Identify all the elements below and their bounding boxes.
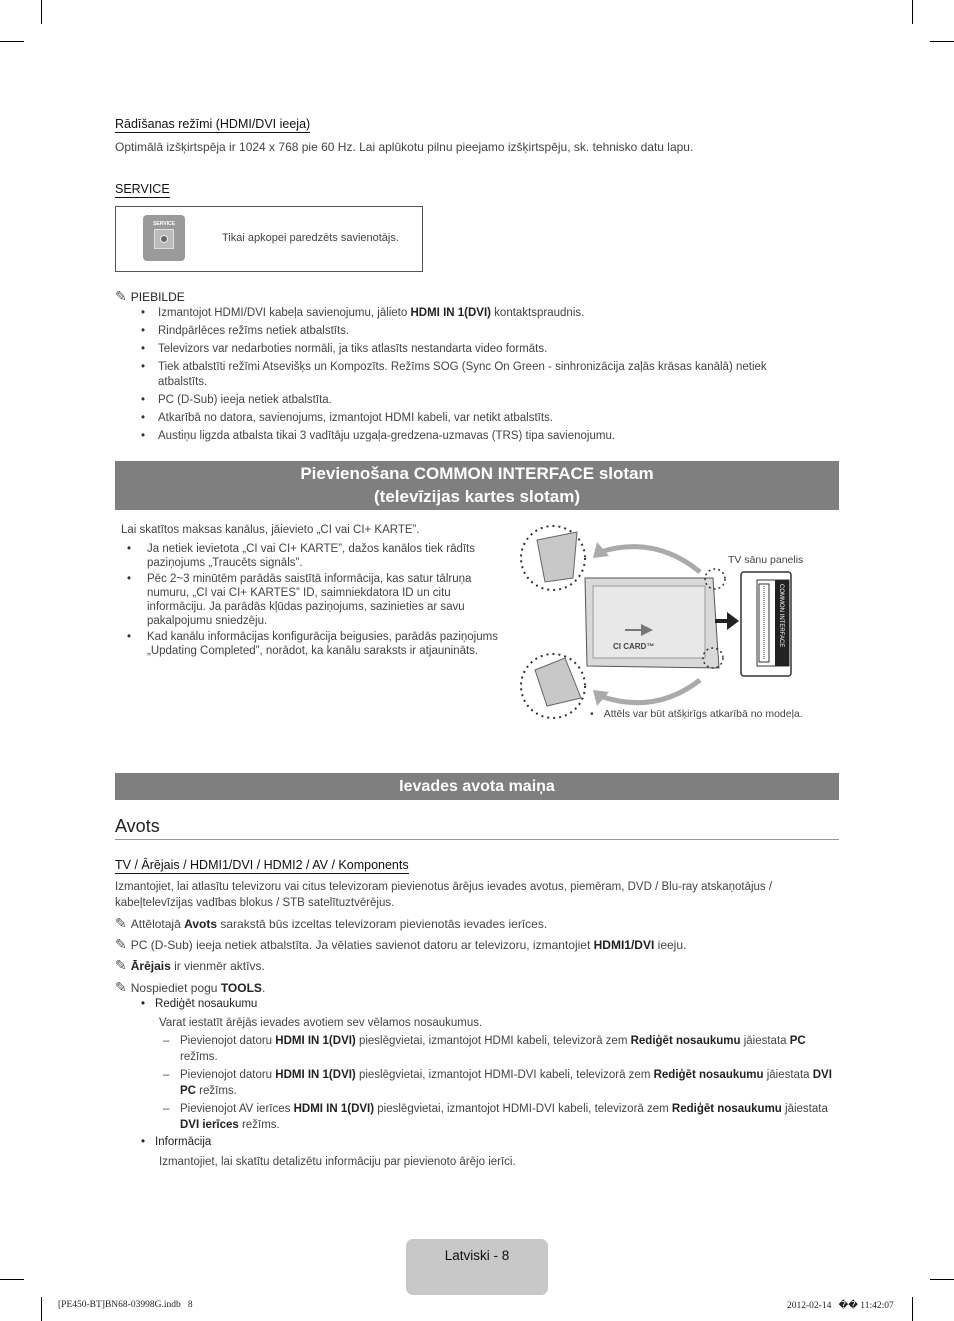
edit-name-list: [115, 1033, 840, 1135]
note-pencil-icon: ✎: [115, 979, 127, 995]
arrow-bottom: [600, 680, 700, 703]
input-note-4: ✎ Nospiediet pogu TOOLS.: [115, 979, 266, 995]
input-note-2: ✎ PC (D-Sub) ieeja netiek atbalstīta. Ja vēlaties savienot datoru ar televizoru, izmantojiet HDMI1/DVI ieeju.: [115, 936, 687, 952]
display-modes-text: Optimālā izšķirtspēja ir 1024 x 768 pie 60 Hz. Lai aplūkotu pilnu pieejamo izšķirtspēju, sk. tehnisko datu lapu.: [115, 140, 694, 154]
ci-card-label: CI CARD™: [613, 642, 655, 651]
edit-name-item: • Rediģēt nosaukumu: [141, 998, 258, 1010]
ci-intro: Lai skatītos maksas kanālus, jāievieto „CI vai CI+ KARTE”.: [121, 524, 420, 536]
ci-bullet-list: [115, 542, 500, 660]
list-item: • PC (D-Sub) ieeja netiek atbalstīta.: [115, 393, 815, 408]
service-port-icon: [143, 215, 185, 261]
note-list: [115, 306, 815, 447]
divider: [115, 839, 839, 840]
list-item: • Televizors var nedarboties normāli, ja tiks atlasīts nestandarta video formāts.: [115, 342, 815, 357]
input-section-header: Ievades avota maiņa: [115, 773, 839, 800]
info-item: • Informācija: [141, 1136, 212, 1148]
display-modes-heading: Rādīšanas režīmi (HDMI/DVI ieeja): [115, 117, 311, 131]
note-pencil-icon: ✎: [115, 936, 127, 952]
crop-mark: [0, 1279, 24, 1280]
crop-mark: [41, 0, 42, 24]
ci-section-header: [115, 461, 839, 510]
service-heading: SERVICE: [115, 182, 170, 196]
input-description: Izmantojiet, lai atlasītu televizoru vai citus televizoram pievienotus ārējus ievades avotus, piemēram, DVD / Blu-ray atskaņotājus / kabeļtelevīzijas vadības blokus / STB satelītuztvērējus.: [115, 881, 773, 909]
service-port-label: SERVICE: [153, 221, 175, 227]
tv-panel-label: TV sānu panelis: [728, 554, 804, 566]
list-item: • Tiek atbalstīti režīmi Atsevišķs un Kompozīts. Režīms SOG (Sync On Green - sinhronizācija zaļās krāsas kanālā) netiek atbalstīts.: [115, 360, 815, 390]
list-item: • Austiņu ligzda atbalsta tikai 3 vadītāju uzgaļa-gredzena-uzmavas (TRS) tipa savienojumu.: [115, 429, 815, 444]
service-port-socket: [154, 229, 174, 249]
list-item: • Pēc 2~3 minūtēm parādās saistītā informācija, kas satur tālruņa numuru, „CI vai CI+ KARTES” ID, saimniekdatora ID un citu informāciju. Ja parādās kļūdas paziņojums, sazinieties ar savu pakalpojumu sniedzēju.: [115, 572, 500, 628]
service-description: Tikai apkopei paredzēts savienotājs.: [222, 232, 399, 244]
service-box: [115, 206, 423, 272]
arrow-top: [600, 547, 700, 572]
insert-arrow: [715, 619, 729, 623]
list-item: – Pievienojot AV ierīces HDMI IN 1(DVI) pieslēgvietai, izmantojot HDMI-DVI kabeli, televizorā zem Rediģēt nosaukumu jāiestata DVI ierīces režīms.: [115, 1101, 840, 1133]
info-title: Informācija: [155, 1136, 212, 1148]
menu-path: TV / Ārējais / HDMI1/DVI / HDMI2 / AV / Komponents: [115, 858, 409, 872]
list-item: • Ja netiek ievietota „CI vai CI+ KARTE”, dažos kanālos tiek rādīts paziņojums „Traucēts signāls”.: [115, 542, 500, 570]
note-pencil-icon: ✎: [115, 288, 127, 304]
ci-title-line1: Pievienošana COMMON INTERFACE slotam: [300, 464, 654, 483]
crop-mark: [912, 1297, 913, 1321]
input-note-3: ✎ Ārējais ir vienmēr aktīvs.: [115, 957, 265, 973]
print-timestamp: 2012-02-14 �� 11:42:07: [787, 1301, 894, 1311]
card-detail-top: [537, 532, 577, 582]
crop-mark: [912, 0, 913, 24]
input-note-1: ✎ Attēlotajā Avots sarakstā būs izceltas televizoram pievienotās ievades ierīces.: [115, 915, 548, 931]
list-item: – Pievienojot datoru HDMI IN 1(DVI) pieslēgvietai, izmantojot HDMI kabeli, televizorā zem Rediģēt nosaukumu jāiestata PC režīms.: [115, 1033, 840, 1065]
crop-mark: [930, 41, 954, 42]
note-header: [115, 288, 185, 305]
ci-title-line2: (televīzijas kartes slotam): [374, 487, 580, 506]
crop-mark: [930, 1279, 954, 1280]
list-item: • Izmantojot HDMI/DVI kabeļa savienojumu, jālieto HDMI IN 1(DVI) kontaktspraudnis.: [115, 306, 815, 321]
note-pencil-icon: ✎: [115, 915, 127, 931]
card-detail-bottom: [535, 658, 581, 706]
list-item: – Pievienojot datoru HDMI IN 1(DVI) pieslēgvietai, izmantojot HDMI-DVI kabeli, televizorā zem Rediģēt nosaukumu jāiestata DVI PC režīms.: [115, 1067, 840, 1099]
list-item: • Rindpārlēces režīms netiek atbalstīts.: [115, 324, 815, 339]
info-text: Izmantojiet, lai skatītu detalizētu informāciju par pievienoto ārējo ierīci.: [159, 1156, 516, 1168]
note-pencil-icon: ✎: [115, 957, 127, 973]
page-number-tab: [406, 1239, 548, 1295]
ci-card-figure: [515, 520, 840, 725]
common-interface-label: COMMON INTERFACE: [778, 584, 784, 648]
edit-name-title: Rediģēt nosaukumu: [155, 998, 258, 1010]
crop-mark: [0, 41, 24, 42]
list-item: • Atkarībā no datora, savienojums, izmantojot HDMI kabeli, var netikt atbalstīts.: [115, 411, 815, 426]
page-number-label: Latviski - 8: [444, 1248, 510, 1263]
list-item: • Kad kanālu informācijas konfigurācija beigusies, parādās paziņojums „Updating Completed”, norādot, ka kanālu saraksts ir atjaunināts.: [115, 630, 500, 658]
figure-caption: • Attēls var būt atšķirīgs atkarībā no modeļa.: [590, 708, 803, 720]
file-info: [PE450-BT]BN68-03998G.indb 8: [58, 1300, 193, 1310]
note-label: PIEBILDE: [130, 290, 185, 304]
avots-title: Avots: [115, 816, 160, 836]
edit-name-text: Varat iestatīt ārējās ievades avotiem sev vēlamos nosaukumus.: [159, 1017, 483, 1029]
crop-mark: [41, 1297, 42, 1321]
